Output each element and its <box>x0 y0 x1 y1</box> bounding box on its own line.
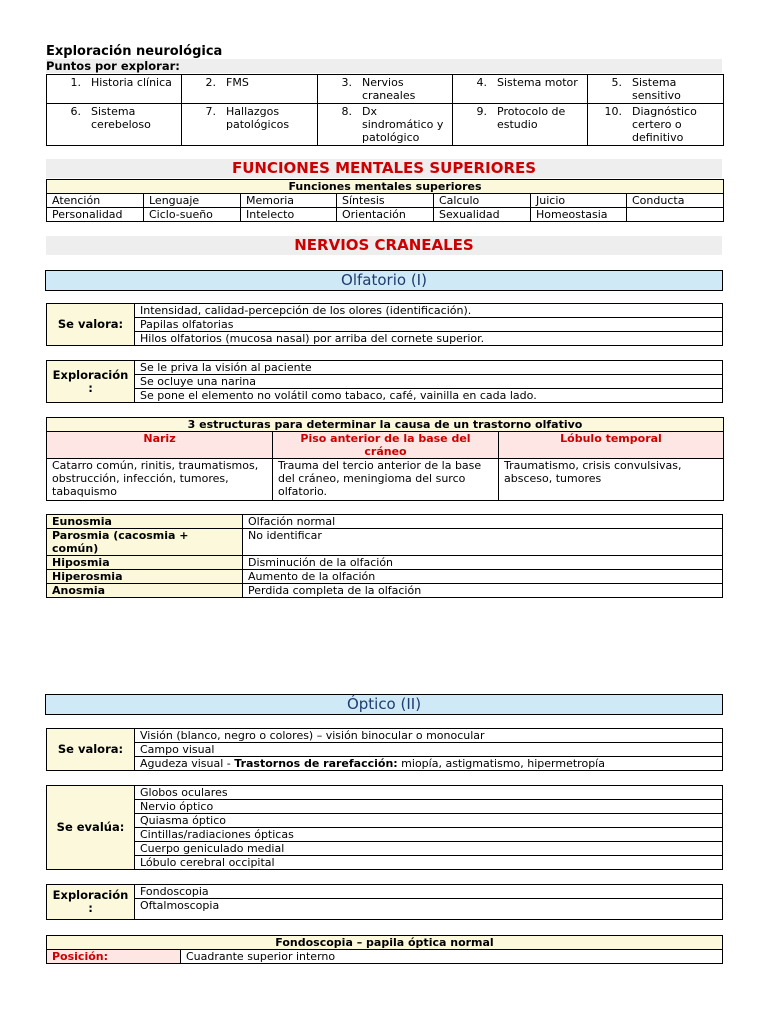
optico-header: Óptico (II) <box>45 694 723 715</box>
valora-item: Visión (blanco, negro o colores) – visión binocular o monocular <box>135 729 723 743</box>
fondoscopia-title: Fondoscopia – papila óptica normal <box>47 936 723 950</box>
term-definition: Aumento de la olfación <box>243 570 723 584</box>
estructura-header: Nariz <box>47 432 273 459</box>
term-name: Parosmia (cacosmia + común) <box>47 529 243 556</box>
estructuras-table <box>46 417 724 501</box>
point-item: 9. Protocolo de estudio <box>453 104 588 146</box>
evalua-label: Se evalúa: <box>47 786 135 870</box>
exploracion-item: Oftalmoscopia <box>135 899 723 920</box>
olfatorio-valora-table <box>46 303 723 346</box>
evalua-item: Lóbulo cerebral occipital <box>135 856 723 870</box>
term-name: Eunosmia <box>47 515 243 529</box>
fms-cell: Homeostasia <box>531 208 627 222</box>
exploracion-label: Exploración : <box>47 361 135 403</box>
point-item: 5. Sistema sensitivo <box>588 75 724 104</box>
term-definition: Olfación normal <box>243 515 723 529</box>
estructura-header: Piso anterior de la base del cráneo <box>273 432 499 459</box>
estructura-value: Catarro común, rinitis, traumatismos, obstrucción, infección, tumores, tabaquismo <box>47 459 273 501</box>
term-name: Hiperosmia <box>47 570 243 584</box>
term-definition: Disminución de la olfación <box>243 556 723 570</box>
point-item: 10. Diagnóstico certero o definitivo <box>588 104 724 146</box>
valora-item: Papilas olfatorias <box>135 318 723 332</box>
estructura-value: Trauma del tercio anterior de la base del cráneo, meningioma del surco olfatorio. <box>273 459 499 501</box>
fms-section-heading: FUNCIONES MENTALES SUPERIORES <box>46 159 722 178</box>
fms-cell: Ciclo-sueño <box>144 208 241 222</box>
fms-cell <box>627 208 724 222</box>
exploracion-item: Se pone el elemento no volátil como tabaco, café, vainilla en cada lado. <box>135 389 723 403</box>
estructura-value: Traumatismo, crisis convulsivas, absceso, tumores <box>499 459 724 501</box>
evalua-item: Cuerpo geniculado medial <box>135 842 723 856</box>
points-table <box>46 74 724 146</box>
estructura-header: Lóbulo temporal <box>499 432 724 459</box>
evalua-item: Globos oculares <box>135 786 723 800</box>
term-name: Hiposmia <box>47 556 243 570</box>
nc-section-heading: NERVIOS CRANEALES <box>46 236 722 255</box>
term-name: Anosmia <box>47 584 243 598</box>
fondoscopia-label: Posición: <box>47 950 181 964</box>
optico-evalua-table <box>46 785 723 870</box>
fms-cell: Calculo <box>434 194 531 208</box>
evalua-item: Nervio óptico <box>135 800 723 814</box>
optico-valora-table <box>46 728 723 771</box>
olfatorio-terms-table <box>46 514 723 598</box>
point-item: 8. Dx sindromático y patológico <box>318 104 453 146</box>
fondoscopia-value: Cuadrante superior interno <box>181 950 723 964</box>
fms-cell: Sexualidad <box>434 208 531 222</box>
valora-label: Se valora: <box>47 729 135 771</box>
points-subtitle: Puntos por explorar: <box>46 59 722 73</box>
fms-cell: Intelecto <box>241 208 337 222</box>
fms-cell: Juicio <box>531 194 627 208</box>
exploracion-label: Exploración : <box>47 885 135 920</box>
fms-cell: Orientación <box>337 208 434 222</box>
point-item: 2. FMS <box>182 75 318 104</box>
document-title: Exploración neurológica <box>46 44 223 59</box>
olfatorio-header: Olfatorio (I) <box>45 270 723 291</box>
fms-cell: Memoria <box>241 194 337 208</box>
point-item: 7. Hallazgos patológicos <box>182 104 318 146</box>
term-definition: No identificar <box>243 529 723 556</box>
point-item: 1. Historia clínica <box>47 75 182 104</box>
point-item: 4. Sistema motor <box>453 75 588 104</box>
estructuras-title: 3 estructuras para determinar la causa de un trastorno olfativo <box>47 418 724 432</box>
optico-exploracion-table <box>46 884 723 920</box>
olfatorio-exploracion-table <box>46 360 723 403</box>
valora-item-agudeza: Agudeza visual - Trastornos de rarefacción: miopía, astigmatismo, hipermetropía <box>135 757 723 771</box>
fms-cell: Conducta <box>627 194 724 208</box>
valora-item: Intensidad, calidad-percepción de los olores (identificación). <box>135 304 723 318</box>
fms-table-header: Funciones mentales superiores <box>47 180 724 194</box>
exploracion-item: Se ocluye una narina <box>135 375 723 389</box>
point-item: 3. Nervios craneales <box>318 75 453 104</box>
fms-cell: Atención <box>47 194 144 208</box>
evalua-item: Quiasma óptico <box>135 814 723 828</box>
exploracion-item: Se le priva la visión al paciente <box>135 361 723 375</box>
exploracion-item: Fondoscopia <box>135 885 723 899</box>
valora-item: Hilos olfatorios (mucosa nasal) por arriba del cornete superior. <box>135 332 723 346</box>
valora-item: Campo visual <box>135 743 723 757</box>
fms-cell: Personalidad <box>47 208 144 222</box>
valora-label: Se valora: <box>47 304 135 346</box>
term-definition: Perdida completa de la olfación <box>243 584 723 598</box>
point-item: 6. Sistema cerebeloso <box>47 104 182 146</box>
fms-table <box>46 179 724 222</box>
fms-cell: Síntesis <box>337 194 434 208</box>
evalua-item: Cintillas/radiaciones ópticas <box>135 828 723 842</box>
fondoscopia-table <box>46 935 723 964</box>
fms-cell: Lenguaje <box>144 194 241 208</box>
